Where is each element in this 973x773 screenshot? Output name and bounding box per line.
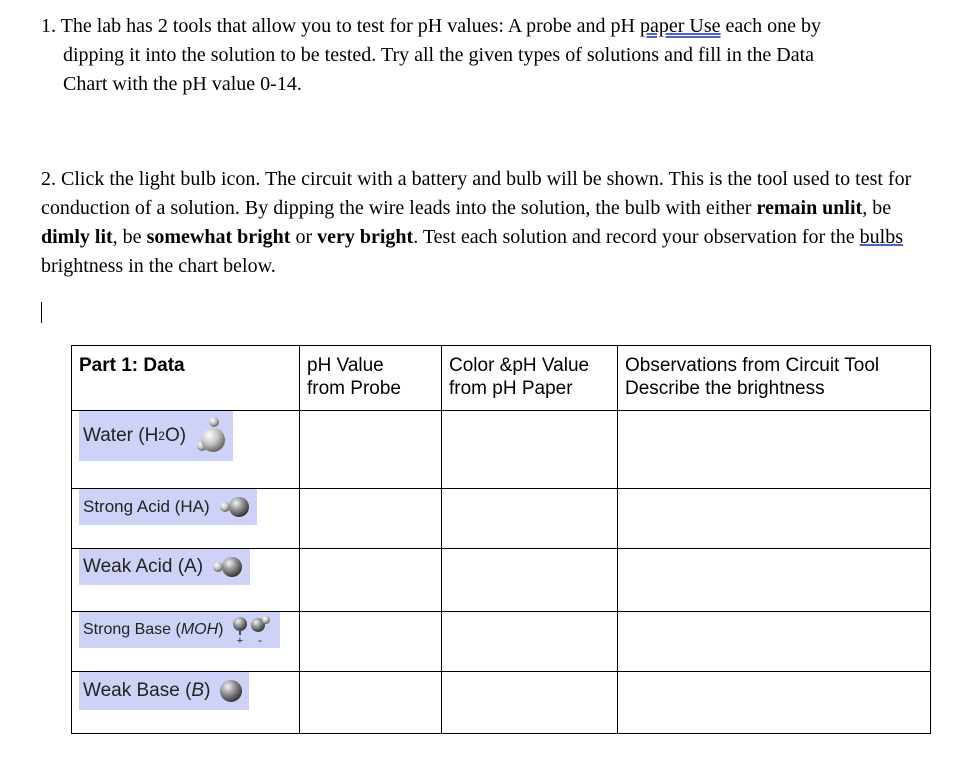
weak-base-ph-paper-cell[interactable] xyxy=(442,672,618,734)
water-ph-probe-cell[interactable] xyxy=(300,411,442,489)
weak-acid-observation-cell[interactable] xyxy=(618,549,931,612)
weak-base-molecule-icon xyxy=(218,678,244,704)
weak-acid-molecule-icon xyxy=(211,555,245,579)
instruction-1-text: The lab has 2 tools that allow you to test for pH values: A probe and pH xyxy=(60,15,640,37)
instruction-1 xyxy=(41,12,941,99)
instruction-2-sep2: , be xyxy=(112,226,147,248)
strong-base-ph-probe-cell[interactable] xyxy=(300,612,442,672)
strong-base-ph-paper-cell[interactable] xyxy=(442,612,618,672)
strong-base-observation-cell[interactable] xyxy=(618,612,931,672)
strong-acid-label xyxy=(79,489,257,525)
header-part1-label: Part 1: Data xyxy=(79,355,185,376)
weak-base-text-italic: B xyxy=(191,680,205,701)
svg-text:-: - xyxy=(258,633,263,645)
strong-acid-text: Strong Acid (HA) xyxy=(83,497,210,516)
strong-base-label xyxy=(79,612,280,648)
instruction-2-sep4: . Test each solution and record your observation for the xyxy=(413,226,860,248)
water-text-post: O) xyxy=(164,425,187,446)
weak-acid-text: Weak Acid (A) xyxy=(83,556,204,577)
weak-acid-ph-probe-cell[interactable] xyxy=(300,549,442,612)
header-observations xyxy=(618,346,931,411)
weak-acid-label xyxy=(79,549,250,585)
very-bright-text: very bright xyxy=(317,226,414,248)
strong-base-molecule-icon xyxy=(231,615,275,645)
weak-acid-ph-paper-cell[interactable] xyxy=(442,549,618,612)
table-row xyxy=(72,411,931,489)
strong-base-text-post: ) xyxy=(218,621,224,638)
table-row xyxy=(72,489,931,549)
dimly-lit-text: dimly lit xyxy=(41,226,113,248)
water-ph-paper-cell[interactable] xyxy=(442,411,618,489)
row-label-strong-base xyxy=(72,612,300,672)
text-cursor xyxy=(41,302,42,323)
water-text-sub: 2 xyxy=(158,429,165,443)
instruction-2-text: 2. Click the light bulb icon. The circuit with a battery and bulb will be shown. This is the tool used to test for conduction of a solution. By dipping the wire leads into the solution, the bulb with either xyxy=(41,168,912,219)
remain-unlit-text: remain unlit xyxy=(756,197,863,219)
water-text-pre: Water (H xyxy=(83,425,159,446)
strong-base-text-pre: Strong Base ( xyxy=(83,621,181,638)
header-ph-probe xyxy=(300,346,442,411)
strong-acid-molecule-icon xyxy=(218,495,252,519)
instruction-1-line2: dipping it into the solution to be tested. Try all the given types of solutions and fill in the Data xyxy=(63,44,815,66)
strong-base-text-italic: MOH xyxy=(180,621,219,638)
paper-link-text: paper Use xyxy=(640,15,721,37)
instruction-2-end: brightness in the chart below. xyxy=(41,255,276,277)
row-label-weak-base xyxy=(72,672,300,734)
instruction-2-sep1: , be xyxy=(862,197,892,219)
header-part1 xyxy=(72,346,300,411)
weak-base-observation-cell[interactable] xyxy=(618,672,931,734)
water-molecule-icon xyxy=(194,416,228,456)
water-observation-cell[interactable] xyxy=(618,411,931,489)
table-row xyxy=(72,549,931,612)
header-ph-probe-l2: from Probe xyxy=(307,378,401,399)
row-label-water xyxy=(72,411,300,489)
header-ph-probe-l1: pH Value xyxy=(307,355,384,376)
somewhat-bright-text: somewhat bright xyxy=(146,226,291,248)
strong-acid-ph-probe-cell[interactable] xyxy=(300,489,442,549)
header-observations-l1: Observations from Circuit Tool xyxy=(625,355,880,376)
header-ph-paper-l2: from pH Paper xyxy=(449,378,573,399)
strong-acid-ph-paper-cell[interactable] xyxy=(442,489,618,549)
instruction-1-text-end: each one by xyxy=(720,15,822,37)
water-label xyxy=(79,411,233,461)
strong-acid-observation-cell[interactable] xyxy=(618,489,931,549)
row-label-weak-acid xyxy=(72,549,300,612)
weak-base-label xyxy=(79,672,249,710)
weak-base-text-post: ) xyxy=(204,680,211,701)
header-ph-paper xyxy=(442,346,618,411)
header-observations-l2: Describe the brightness xyxy=(625,378,825,399)
table-row xyxy=(72,612,931,672)
instruction-1-line3: Chart with the pH value 0-14. xyxy=(63,73,302,95)
instruction-2 xyxy=(41,165,941,281)
instruction-1-number: 1. xyxy=(41,15,56,37)
bulbs-text: bulbs xyxy=(859,226,903,248)
header-row xyxy=(72,346,931,411)
table-row xyxy=(72,672,931,734)
row-label-strong-acid xyxy=(72,489,300,549)
header-ph-paper-l1: Color &pH Value xyxy=(449,355,590,376)
instruction-2-sep3: or xyxy=(290,226,318,248)
weak-base-ph-probe-cell[interactable] xyxy=(300,672,442,734)
svg-text:+: + xyxy=(237,635,244,645)
weak-base-text-pre: Weak Base ( xyxy=(83,680,192,701)
data-chart xyxy=(71,345,931,734)
